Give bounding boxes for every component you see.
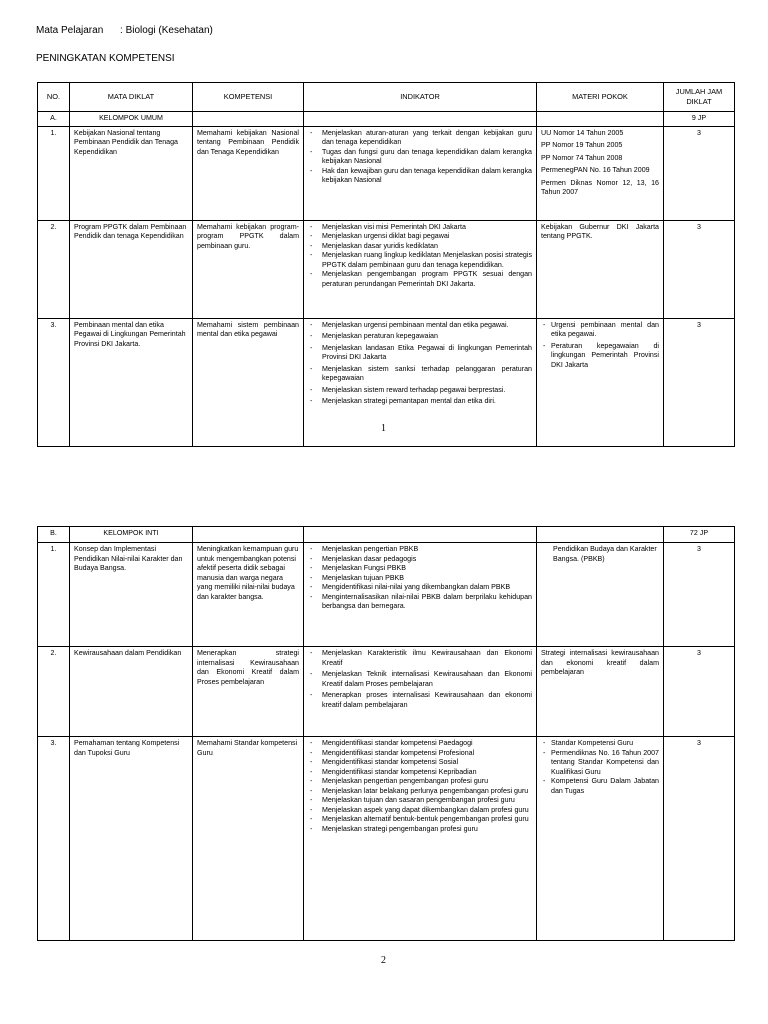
- table-row: [38, 220, 735, 318]
- indikator-item: - Menjelaskan urgensi diklat bagi pegawai: [308, 232, 532, 242]
- empty-cell: [193, 527, 304, 543]
- table-row: [38, 543, 735, 647]
- indikator-item: - Mengidentifikasi standar kompetensi Sosial: [308, 758, 532, 768]
- indikator-item: - Menjelaskan aspek yang dapat dikembangkan dalam profesi guru: [308, 806, 532, 816]
- group-no: A.: [38, 112, 70, 127]
- materi-item: Kebijakan Gubernur DKI Jakarta tentang PPGTK.: [541, 222, 659, 240]
- group-no: B.: [38, 527, 70, 543]
- empty-cell: [537, 112, 664, 127]
- indikator-item: - Menjelaskan alternatif bentuk-bentuk pengembangan profesi guru: [308, 815, 532, 825]
- indikator-item: - Tugas dan fungsi guru dan tenaga kependidikan dalam kerangka kebijakan Nasional: [308, 148, 532, 167]
- indikator-item: - Menjelaskan ruang lingkup kediklatan Menjelaskan posisi strategis PPGTK dalam pembinaan guru dan tenaga kependidikan.: [308, 251, 532, 270]
- indikator-item: - Menjelaskan dasar pedagogis: [308, 555, 532, 565]
- materi-item: Pendidikan Budaya dan Karakter Bangsa. (PBKB): [553, 545, 657, 563]
- group-jam: 72 JP: [664, 527, 735, 543]
- subject-value: : Biologi (Kesehatan): [120, 25, 213, 36]
- materi-item: PP Nomor 19 Tahun 2005: [541, 141, 623, 149]
- materi-item: PP Nomor 74 Tahun 2008: [541, 153, 623, 162]
- row-kompetensi: Meningkatkan kemampuan guru untuk mengembangkan potensi afektif peserta didik sebagai manusia dan warga negara yang memiliki nilai-nilai budaya dan karakter bangsa.: [193, 543, 304, 647]
- subject-label: Mata Pelajaran: [36, 25, 104, 36]
- materi-item: Permen Diknas Nomor 12, 13, 16 Tahun 2007: [541, 178, 659, 196]
- empty-cell: [304, 527, 537, 543]
- group-title: KELOMPOK UMUM: [70, 112, 193, 127]
- materi-item: - Urgensi pembinaan mental dan etika pegawai.: [541, 321, 659, 340]
- materi-item: - Standar Kompetensi Guru: [541, 739, 659, 749]
- row-indikator: [304, 647, 537, 737]
- indikator-item: - Menjelaskan pengembangan program PPGTK sesuai dengan peraturan perundangan Pemerintah DKI Jakarta.: [308, 270, 532, 289]
- row-mata-diklat: Kebijakan Nasional tentang Pembinaan Pendidik dan Tenaga Kependidikan: [70, 126, 193, 220]
- row-materi-pokok: [537, 126, 664, 220]
- indikator-item: - Hak dan kewajiban guru dan tenaga kependidikan dalam kerangka kebijakan Nasional: [308, 167, 532, 186]
- indikator-item: - Menjelaskan sistem reward terhadap pegawai berprestasi.: [308, 386, 532, 396]
- materi-item: - Peraturan kepegawaian di lingkungan Pemerintah Provinsi DKI Jakarta: [541, 342, 659, 371]
- materi-item: Strategi internalisasi kewirausahaan dan ekonomi kreatif dalam pembelajaran: [541, 649, 659, 676]
- header-jumlah-jam: JUMLAH JAM DIKLAT: [664, 83, 735, 112]
- row-materi-pokok: [537, 737, 664, 941]
- row-no: 1.: [38, 126, 70, 220]
- row-indikator: [304, 220, 537, 318]
- indikator-item: - Menjelaskan urgensi pembinaan mental dan etika pegawai.: [308, 321, 532, 331]
- competency-table-page-1: [37, 82, 735, 447]
- indikator-item: - Mengidentifikasi standar kompetensi Kepribadian: [308, 768, 532, 778]
- indikator-item: - Mengidentifikasi nilai-nilai yang dikembangkan dalam PBKB: [308, 583, 532, 593]
- table-row: [38, 647, 735, 737]
- indikator-item: - Mengidentifikasi standar kompetensi Paedagogi: [308, 739, 532, 749]
- row-indikator: [304, 543, 537, 647]
- indikator-item: - Menjelaskan dasar yuridis kediklatan: [308, 242, 532, 252]
- row-mata-diklat: Kewirausahaan dalam Pendidikan: [70, 647, 193, 737]
- indikator-item: - Menjelaskan tujuan dan sasaran pengembangan profesi guru: [308, 796, 532, 806]
- row-indikator: [304, 318, 537, 446]
- group-row: [38, 527, 735, 543]
- group-jam: 9 JP: [664, 112, 735, 127]
- row-materi-pokok: [537, 543, 664, 647]
- row-mata-diklat: Pembinaan mental dan etika Pegawai di Lingkungan Pemerintah Provinsi DKI Jakarta.: [70, 318, 193, 446]
- indikator-item: - Menjelaskan latar belakang perlunya pengembangan profesi guru: [308, 787, 532, 797]
- page-number: 2: [381, 955, 386, 966]
- row-materi-pokok: [537, 220, 664, 318]
- row-jam: 3: [664, 220, 735, 318]
- row-materi-pokok: [537, 318, 664, 446]
- indikator-item: - Menjelaskan visi misi Pemerintah DKI Jakarta: [308, 223, 532, 233]
- indikator-item: - Menjelaskan peraturan kepegawaian: [308, 332, 532, 342]
- row-no: 3.: [38, 737, 70, 941]
- subject-line: [36, 25, 213, 36]
- indikator-item: - Menjelaskan Fungsi PBKB: [308, 564, 532, 574]
- indikator-item: - Menjelaskan Karakteristik ilmu Kewirausahaan dan Ekonomi Kreatif: [308, 649, 532, 668]
- row-kompetensi: Memahami kebijakan program-program PPGTK dalam pembinaan guru.: [193, 220, 304, 318]
- indikator-item: - Menjelaskan strategi pengembangan profesi guru: [308, 825, 532, 835]
- indikator-item: - Menjelaskan pengertian PBKB: [308, 545, 532, 555]
- header-mata-diklat: MATA DIKLAT: [70, 83, 193, 112]
- row-no: 2.: [38, 647, 70, 737]
- row-no: 1.: [38, 543, 70, 647]
- row-mata-diklat: Program PPGTK dalam Pembinaan Pendidik dan tenaga Kependidikan: [70, 220, 193, 318]
- competency-table-page-2: [37, 526, 735, 941]
- indikator-item: - Menjelaskan strategi pemantapan mental dan etika diri.: [308, 397, 532, 407]
- row-kompetensi: Menerapkan strategi internalisasi Kewirausahaan dan Ekonomi Kreatif dalam Proses pembelajaran: [193, 647, 304, 737]
- empty-cell: [537, 527, 664, 543]
- group-row: [38, 112, 735, 127]
- row-jam: 3: [664, 126, 735, 220]
- section-title: PENINGKATAN KOMPETENSI: [36, 53, 175, 64]
- empty-cell: [304, 112, 537, 127]
- row-kompetensi: Memahami Standar kompetensi Guru: [193, 737, 304, 941]
- indikator-item: - Menjelaskan Teknik internalisasi Kewirausahaan dan Ekonomi Kreatif dalam Proses pembelajaran: [308, 670, 532, 689]
- table-header-row: [38, 83, 735, 112]
- materi-item: - Kompetensi Guru Dalam Jabatan dan Tugas: [541, 777, 659, 796]
- table-row: [38, 126, 735, 220]
- row-indikator: [304, 737, 537, 941]
- row-indikator: [304, 126, 537, 220]
- row-kompetensi: Memahami kebijakan Nasional tentang Pembinaan Pendidik dan Tenaga Kependidikan: [193, 126, 304, 220]
- page-number: 1: [381, 423, 386, 434]
- materi-item: - Permendiknas No. 16 Tahun 2007 tentang Standar Kompetensi dan Kualifikasi Guru: [541, 749, 659, 778]
- header-no: NO.: [38, 83, 70, 112]
- group-title: KELOMPOK INTI: [70, 527, 193, 543]
- empty-cell: [193, 112, 304, 127]
- indikator-item: - Menjelaskan aturan-aturan yang terkait dengan kebijakan guru dan tenaga kependidikan: [308, 129, 532, 148]
- header-materi-pokok: MATERI POKOK: [537, 83, 664, 112]
- row-jam: 3: [664, 318, 735, 446]
- row-no: 3.: [38, 318, 70, 446]
- materi-item: PermenegPAN No. 16 Tahun 2009: [541, 166, 650, 174]
- table-row: [38, 318, 735, 446]
- row-materi-pokok: [537, 647, 664, 737]
- row-jam: 3: [664, 737, 735, 941]
- materi-item: UU Nomor 14 Tahun 2005: [541, 128, 624, 137]
- indikator-item: - Menjelaskan landasan Etika Pegawai di lingkungan Pemerintah Provinsi DKI Jakarta: [308, 344, 532, 363]
- row-no: 2.: [38, 220, 70, 318]
- row-jam: 3: [664, 647, 735, 737]
- row-mata-diklat: Konsep dan Implementasi Pendidikan Nilai-nilai Karakter dan Budaya Bangsa.: [70, 543, 193, 647]
- row-mata-diklat: Pemahaman tentang Kompetensi dan Tupoksi Guru: [70, 737, 193, 941]
- indikator-item: - Menerapkan proses internalisasi Kewirausahaan dan ekonomi kreatif dalam pembelajaran: [308, 691, 532, 710]
- indikator-item: - Menjelaskan pengertian pengembangan profesi guru: [308, 777, 532, 787]
- indikator-item: - Menjelaskan sistem sanksi terhadap pelanggaran peraturan kepegawaian: [308, 365, 532, 384]
- header-indikator: INDIKATOR: [304, 83, 537, 112]
- row-jam: 3: [664, 543, 735, 647]
- indikator-item: - Menginternalisasikan nilai-nilai PBKB dalam berprilaku kehidupan berbangsa dan bernegara.: [308, 593, 532, 612]
- indikator-item: - Menjelaskan tujuan PBKB: [308, 574, 532, 584]
- row-kompetensi: Memahami sistem pembinaan mental dan etika pegawai: [193, 318, 304, 446]
- table-row: [38, 737, 735, 941]
- header-kompetensi: KOMPETENSI: [193, 83, 304, 112]
- indikator-item: - Mengidentifikasi standar kompetensi Profesional: [308, 749, 532, 759]
